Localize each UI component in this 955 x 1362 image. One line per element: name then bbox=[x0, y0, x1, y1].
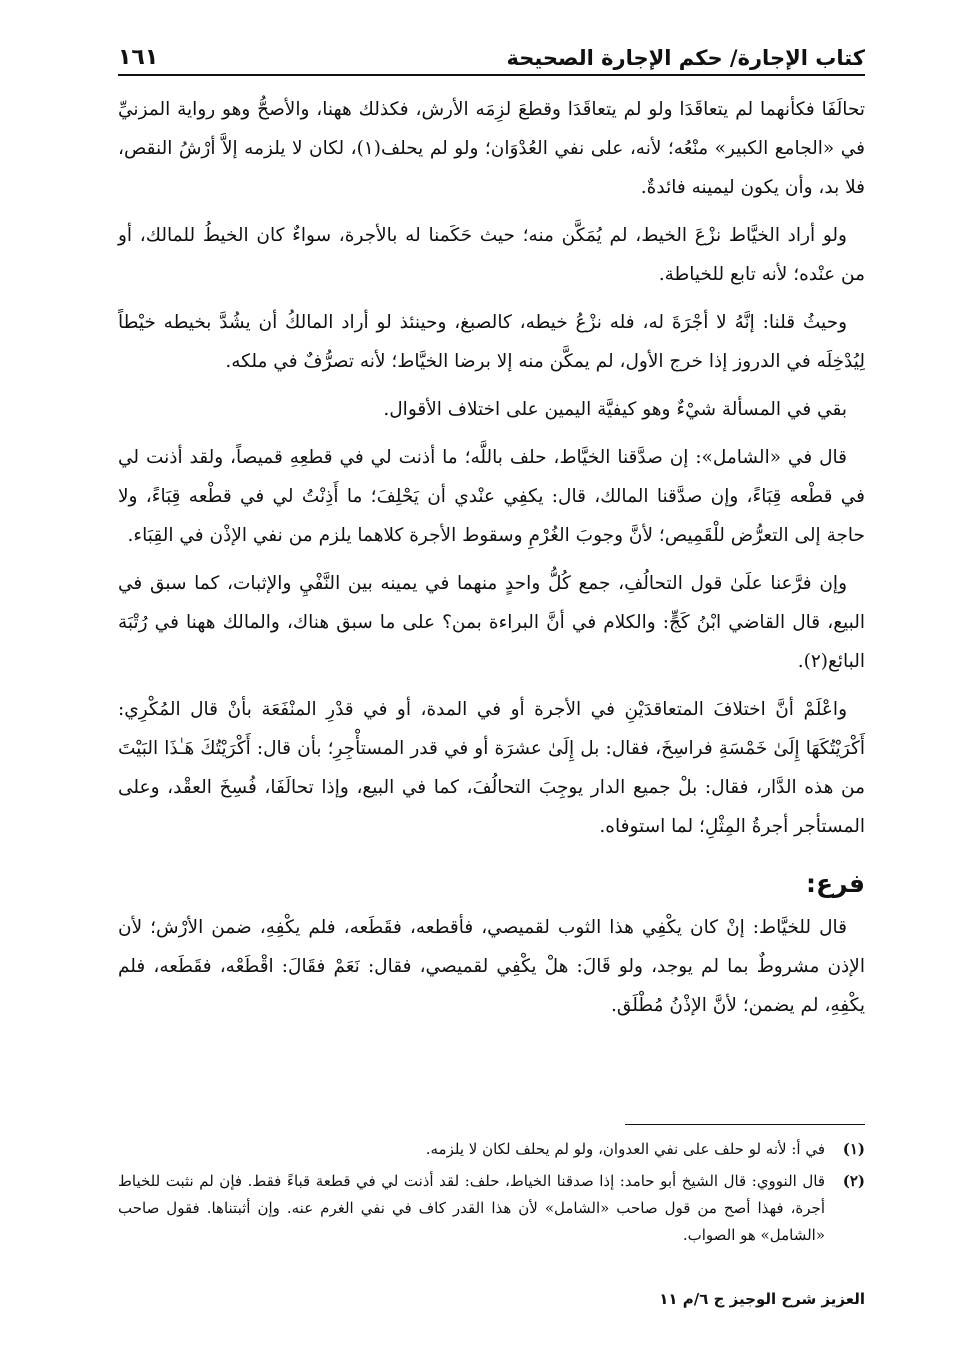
paragraph: واعْلَمْ أنَّ اختلافَ المتعاقدَيْنِ في الأجرة أو في المدة، أو في قدْرِ المنْفَعَة بأنْ قال المُكْرِي: أَكْرَيْتُكَهَا إِلَىٰ خَمْسَةِ فراسِخَ، فقال: بل إِلَىٰ عشرَة أو في قدر المستأْجِرِ؛ بأن قال: أَكْرَيْتُكَ هَـٰذَا البَيْتَ من هذه الدَّار، فقال: بلْ جميع الدار يوجِبَ التحالُفَ، كما في البيع، وإذا تحالَفَا، فُسِخَ العقْد، وعلى المستأجر أجرةُ المِثْلِ؛ لما استوفاه. bbox=[118, 699, 865, 837]
paragraph: ولو أراد الخيَّاط نزْعَ الخيط، لم يُمَكَّن منه؛ حيث حَكَمنا له بالأجرة، سواءٌ كان الخيطُ للمالك، أو من عنْده؛ لأنه تابع للخياطة. bbox=[118, 225, 865, 285]
footnotes bbox=[118, 1136, 865, 1254]
footnote bbox=[118, 1136, 865, 1163]
paragraph: تحالَفَا فكأنهما لم يتعاقَدَا ولو لم يتعاقَدَا وقطعَ لزِمَه الأرش، فكذلك ههنا، والأصحُّ وهو رواية المزنيِّ في «الجامع الكبير» منْعُه؛ لأنه، على نفي العُدْوَان؛ ولو لم يحلف(١)، لكان لا يلزمه إلاَّ أرْشُ النقص، فلا بد، وأن يكون ليمينه فائدةٌ. bbox=[118, 99, 865, 198]
footnote-rule bbox=[625, 1124, 865, 1125]
page-number: ١٦١ bbox=[118, 45, 159, 70]
paragraph: وحيثُ قلنا: إنَّهُ لا أجْرَةَ له، فله نزْعُ خيطه، كالصبغ، وحينئذ لو أراد المالكُ أن يشُدَّ بخيطه خيْطاً لِيُدْخِلَه في الدروز إذا خرج الأول، لم يمكَّن منه إلا برضا الخيَّاط؛ لأنه تصرُّفٌ في ملكه. bbox=[118, 312, 865, 372]
header-rule bbox=[118, 74, 865, 76]
footnote-text: في أ: لأنه لو حلف على نفي العدوان، ولو لم يحلف لكان لا يلزمه. bbox=[425, 1140, 825, 1158]
running-header bbox=[118, 30, 865, 70]
paragraph: قال للخيَّاط: إنْ كان يكْفِي هذا الثوب لقميصي، فأقطعه، فقَطَعه، فلم يكْفِهِ، ضمن الأرْش؛ لأن الإذن مشروطٌ بما لم يوجد، ولو قَالَ: هلْ يكْفِي لقميصي، فقال: نَعَمْ فقَالَ: اقْطَعْه، فقَطَعه، فلم يكْفِهِ، لم يضمن؛ لأنَّ الإذْنُ مُطْلَق. bbox=[118, 917, 865, 1016]
footnote-text: قال النووي: قال الشيخ أبو حامد: إذا صدقنا الخياط، حلف: لقد أذنت لي في قطعة قباءً فقط. فإن لم نثبت للخياط أجرة، فهذا أصح من قول صاحب «الشامل» لأن هذا القدر كاف في نفي الغرم عنه. وإن أثبتناها. فقول صاحب «الشامل» هو الصواب. bbox=[118, 1172, 825, 1244]
main-text bbox=[118, 90, 865, 1034]
footnote-number: (١) bbox=[842, 1140, 865, 1158]
footnote bbox=[118, 1168, 865, 1249]
paragraph: قال في «الشامل»: إن صدَّقنا الخيَّاط، حلف باللَّه؛ ما أذنت لي في قطعِهِ قميصاً، ولقد أذنت لي في قطْعه قِبَاءً، وإن صدَّقنا المالك، قال: يكفِي عنْدي أن يَحْلِفَ؛ ما أَذِنْتُ لي في قطْعه قِبَاءً، ولا حاجة إلى التعرُّض للْقَمِيص؛ لأنَّ وجوبَ الغُرْمِ وسقوط الأجرة كلاهما يلزم من نفي الإذْن في القِبَاء. bbox=[118, 447, 865, 546]
header-title: كتاب الإجارة/ حكم الإجارة الصحيحة bbox=[506, 46, 865, 70]
footer-signature: العزيز شرح الوجيز ج ٦/م ١١ bbox=[659, 1290, 865, 1308]
footnote-number: (٢) bbox=[842, 1172, 865, 1190]
section-heading: فرع: bbox=[806, 869, 865, 898]
paragraph: وإن فرَّعنا علَىٰ قول التحالُفِ، جمع كُلُّ واحدٍ منهما في يمينه بين النَّفْيِ والإثبات، كما سبق في البيع، قال القاضي ابْنُ كَجٍّ: والكلام في أنَّ البراءة بمن؟ على ما سبق هناك، والمالك ههنا في رُتْبَة البائع(٢). bbox=[118, 573, 865, 672]
paragraph: بقي في المسألة شيْءٌ وهو كيفيَّة اليمين على اختلاف الأقوال. bbox=[383, 399, 847, 420]
